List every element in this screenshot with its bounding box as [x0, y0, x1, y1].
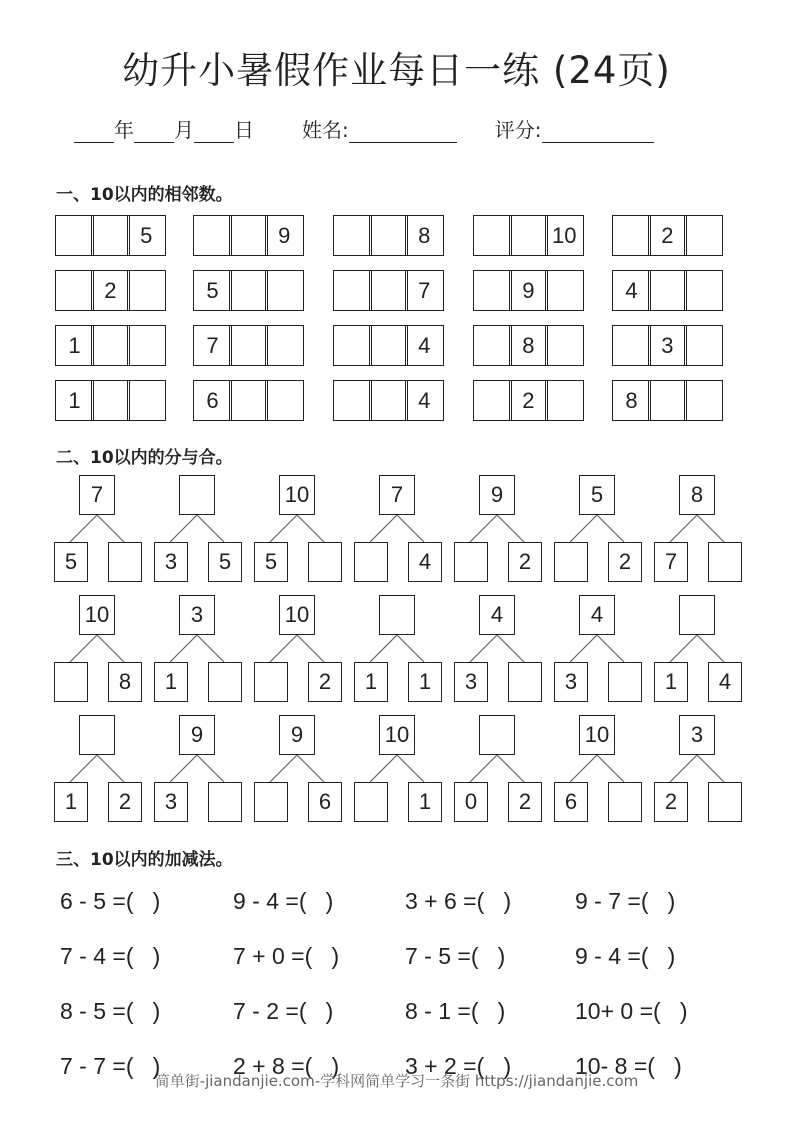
neighbor-number-cell[interactable] [333, 380, 372, 421]
neighbor-number-cell[interactable] [333, 215, 372, 256]
tree-branch-line [97, 515, 124, 542]
tree-branch-line [270, 635, 297, 662]
tree-branch-line [697, 755, 724, 782]
neighbor-number-cell[interactable] [91, 380, 130, 421]
neighbor-number-cell[interactable]: 2 [648, 215, 687, 256]
tree-branch-line [670, 515, 697, 542]
tree-branch-line [697, 515, 724, 542]
tree-branch-line [170, 635, 197, 662]
tree-right-box[interactable]: 2 [508, 782, 542, 822]
section2-heading: 二、10以内的分与合。 [56, 448, 233, 468]
neighbor-number-cell[interactable]: 7 [193, 325, 232, 366]
tree-left-box[interactable]: 7 [654, 542, 688, 582]
neighbor-number-cell[interactable]: 9 [509, 270, 548, 311]
neighbor-number-cell[interactable] [648, 270, 687, 311]
tree-branch-line [70, 515, 97, 542]
neighbor-number-cell[interactable] [265, 270, 304, 311]
tree-left-box[interactable] [354, 542, 388, 582]
tree-branch-line [697, 635, 724, 662]
tree-top-box[interactable]: 3 [179, 595, 215, 635]
tree-branch-line [470, 635, 497, 662]
neighbor-number-cell[interactable] [127, 380, 166, 421]
tree-branch-line [370, 515, 397, 542]
neighbor-number-cell[interactable] [91, 325, 130, 366]
tree-branch-line [597, 515, 624, 542]
tree-top-box[interactable]: 10 [279, 595, 315, 635]
tree-left-box[interactable]: 3 [154, 782, 188, 822]
tree-branch-line [270, 515, 297, 542]
neighbor-number-cell[interactable] [648, 380, 687, 421]
tree-right-box[interactable]: 2 [608, 542, 642, 582]
neighbor-number-cell[interactable]: 8 [405, 215, 444, 256]
neighbor-number-cell[interactable]: 9 [265, 215, 304, 256]
neighbor-number-cell[interactable] [684, 325, 723, 366]
tree-branch-line [197, 755, 224, 782]
tree-left-box[interactable]: 5 [54, 542, 88, 582]
neighbor-number-cell[interactable]: 1 [55, 325, 94, 366]
tree-branch-line [570, 755, 597, 782]
tree-right-box[interactable] [308, 542, 342, 582]
neighbor-number-cell[interactable]: 3 [648, 325, 687, 366]
neighbor-number-cell[interactable] [473, 270, 512, 311]
neighbor-number-cell[interactable] [545, 325, 584, 366]
neighbor-number-cell[interactable]: 4 [405, 380, 444, 421]
tree-branch-line [270, 755, 297, 782]
equation[interactable]: 7 - 7 =( ) [60, 1053, 161, 1079]
tree-branch-line [570, 635, 597, 662]
tree-left-box[interactable] [354, 782, 388, 822]
equation[interactable]: 6 - 5 =( ) [60, 888, 161, 914]
equation[interactable]: 7 - 4 =( ) [60, 943, 161, 969]
neighbor-number-cell[interactable]: 6 [193, 380, 232, 421]
tree-left-box[interactable]: 0 [454, 782, 488, 822]
tree-right-box[interactable] [608, 782, 642, 822]
tree-branch-line [597, 635, 624, 662]
neighbor-number-cell[interactable] [333, 325, 372, 366]
tree-right-box[interactable]: 1 [408, 662, 442, 702]
tree-left-box[interactable]: 1 [354, 662, 388, 702]
score-label: 评分: [494, 118, 542, 142]
tree-top-box[interactable]: 10 [579, 715, 615, 755]
year-label: 年 [114, 118, 134, 142]
tree-top-box[interactable]: 4 [579, 595, 615, 635]
neighbor-number-cell[interactable] [473, 325, 512, 366]
tree-branch-line [497, 635, 524, 662]
neighbor-number-cell[interactable] [369, 325, 408, 366]
equation[interactable]: 8 - 1 =( ) [405, 998, 506, 1024]
tree-branch-line [97, 755, 124, 782]
tree-branch-line [70, 755, 97, 782]
tree-right-box[interactable]: 5 [208, 542, 242, 582]
neighbor-number-cell[interactable] [612, 325, 651, 366]
neighbor-number-cell[interactable] [684, 380, 723, 421]
tree-branch-line [670, 755, 697, 782]
neighbor-number-cell[interactable]: 5 [193, 270, 232, 311]
equation[interactable]: 2 + 8 =( ) [233, 1053, 340, 1079]
neighbor-number-cell[interactable]: 4 [405, 325, 444, 366]
tree-right-box[interactable]: 2 [108, 782, 142, 822]
tree-branch-line [170, 755, 197, 782]
tree-top-box[interactable] [379, 595, 415, 635]
tree-top-box[interactable]: 9 [179, 715, 215, 755]
tree-right-box[interactable]: 4 [708, 662, 742, 702]
tree-branch-line [570, 515, 597, 542]
name-label: 姓名: [302, 118, 349, 142]
tree-left-box[interactable] [554, 542, 588, 582]
neighbor-number-cell[interactable] [369, 270, 408, 311]
equation[interactable]: 7 - 2 =( ) [233, 998, 334, 1024]
neighbor-number-cell[interactable] [333, 270, 372, 311]
neighbor-number-cell[interactable]: 4 [612, 270, 651, 311]
tree-branch-line [197, 515, 224, 542]
equation[interactable]: 9 - 7 =( ) [575, 888, 676, 914]
neighbor-number-cell[interactable]: 8 [509, 325, 548, 366]
tree-left-box[interactable]: 5 [254, 542, 288, 582]
neighbor-number-cell[interactable]: 5 [127, 215, 166, 256]
neighbor-number-cell[interactable] [509, 215, 548, 256]
tree-left-box[interactable]: 2 [654, 782, 688, 822]
tree-branch-line [397, 515, 424, 542]
tree-branch-line [170, 515, 197, 542]
tree-branch-line [397, 635, 424, 662]
tree-left-box[interactable]: 3 [554, 662, 588, 702]
tree-top-box[interactable]: 4 [479, 595, 515, 635]
neighbor-number-cell[interactable]: 10 [545, 215, 584, 256]
tree-top-box[interactable]: 10 [279, 475, 315, 515]
neighbor-number-cell[interactable] [55, 215, 94, 256]
tree-top-box[interactable] [79, 715, 115, 755]
neighbor-number-cell[interactable] [473, 215, 512, 256]
tree-right-box[interactable] [208, 662, 242, 702]
day-label: 日 [234, 118, 254, 142]
watermark: 简单街-jiandanjie.com-学科网简单学习一条街 https://jiandanjie.com [154, 1072, 639, 1090]
tree-right-box[interactable]: 1 [408, 782, 442, 822]
tree-right-box[interactable]: 4 [408, 542, 442, 582]
tree-left-box[interactable]: 3 [454, 662, 488, 702]
tree-branch-line [497, 755, 524, 782]
tree-branch-line [370, 755, 397, 782]
tree-branch-line [597, 755, 624, 782]
neighbor-number-cell[interactable]: 2 [91, 270, 130, 311]
equation[interactable]: 7 - 5 =( ) [405, 943, 506, 969]
tree-top-box[interactable]: 7 [379, 475, 415, 515]
tree-top-box[interactable]: 5 [579, 475, 615, 515]
equation[interactable]: 8 - 5 =( ) [60, 998, 161, 1024]
neighbor-number-cell[interactable] [545, 270, 584, 311]
tree-branch-line [297, 635, 324, 662]
tree-branch-line [670, 635, 697, 662]
tree-top-box[interactable] [479, 715, 515, 755]
neighbor-number-cell[interactable] [684, 270, 723, 311]
neighbor-number-cell[interactable] [229, 325, 268, 366]
equation[interactable]: 7 + 0 =( ) [233, 943, 340, 969]
equation[interactable]: 10- 8 =( ) [575, 1053, 682, 1079]
equation[interactable]: 9 - 4 =( ) [233, 888, 334, 914]
tree-top-box[interactable]: 8 [679, 475, 715, 515]
neighbor-number-cell[interactable] [229, 380, 268, 421]
tree-right-box[interactable]: 2 [308, 662, 342, 702]
tree-branch-line [370, 635, 397, 662]
neighbor-number-cell[interactable] [127, 270, 166, 311]
tree-top-box[interactable] [679, 595, 715, 635]
tree-top-box[interactable]: 9 [279, 715, 315, 755]
tree-branch-line [470, 755, 497, 782]
neighbor-number-cell[interactable] [612, 215, 651, 256]
tree-right-box[interactable] [608, 662, 642, 702]
tree-branch-line [97, 635, 124, 662]
tree-branch-line [397, 755, 424, 782]
neighbor-number-cell[interactable] [229, 270, 268, 311]
tree-right-box[interactable] [708, 782, 742, 822]
neighbor-number-cell[interactable] [369, 380, 408, 421]
tree-top-box[interactable]: 3 [679, 715, 715, 755]
tree-right-box[interactable]: 8 [108, 662, 142, 702]
equation[interactable]: 3 + 2 =( ) [405, 1053, 512, 1079]
neighbor-number-cell[interactable]: 1 [55, 380, 94, 421]
page-title: 幼升小暑假作业每日一练 (24页) [122, 49, 671, 92]
neighbor-number-cell[interactable] [265, 325, 304, 366]
tree-branch-line [297, 755, 324, 782]
tree-left-box[interactable]: 1 [654, 662, 688, 702]
neighbor-number-cell[interactable] [684, 215, 723, 256]
tree-left-box[interactable]: 6 [554, 782, 588, 822]
tree-right-box[interactable] [208, 782, 242, 822]
tree-right-box[interactable] [108, 542, 142, 582]
tree-left-box[interactable] [54, 662, 88, 702]
neighbor-number-cell[interactable]: 7 [405, 270, 444, 311]
tree-right-box[interactable] [508, 662, 542, 702]
tree-branch-line [470, 515, 497, 542]
section1-heading: 一、10以内的相邻数。 [56, 185, 233, 205]
tree-left-box[interactable] [254, 662, 288, 702]
tree-top-box[interactable]: 7 [79, 475, 115, 515]
tree-right-box[interactable] [708, 542, 742, 582]
tree-left-box[interactable]: 3 [154, 542, 188, 582]
neighbor-number-cell[interactable] [55, 270, 94, 311]
neighbor-number-cell[interactable] [193, 215, 232, 256]
month-label: 月 [174, 118, 194, 142]
neighbor-number-cell[interactable]: 2 [509, 380, 548, 421]
neighbor-number-cell[interactable] [91, 215, 130, 256]
tree-branch-line [197, 635, 224, 662]
section3-heading: 三、10以内的加减法。 [56, 850, 233, 870]
neighbor-number-cell[interactable] [545, 380, 584, 421]
equation[interactable]: 9 - 4 =( ) [575, 943, 676, 969]
neighbor-number-cell[interactable] [229, 215, 268, 256]
neighbor-number-cell[interactable] [473, 380, 512, 421]
neighbor-number-cell[interactable] [369, 215, 408, 256]
tree-right-box[interactable]: 2 [508, 542, 542, 582]
tree-top-box[interactable]: 10 [79, 595, 115, 635]
tree-right-box[interactable]: 6 [308, 782, 342, 822]
tree-top-box[interactable]: 10 [379, 715, 415, 755]
tree-branch-line [297, 515, 324, 542]
tree-top-box[interactable] [179, 475, 215, 515]
tree-branch-line [70, 635, 97, 662]
neighbor-number-cell[interactable]: 8 [612, 380, 651, 421]
tree-left-box[interactable]: 1 [154, 662, 188, 702]
equation[interactable]: 3 + 6 =( ) [405, 888, 512, 914]
equation[interactable]: 10+ 0 =( ) [575, 998, 688, 1024]
neighbor-number-cell[interactable] [265, 380, 304, 421]
neighbor-number-cell[interactable] [127, 325, 166, 366]
tree-left-box[interactable] [454, 542, 488, 582]
tree-left-box[interactable]: 1 [54, 782, 88, 822]
tree-left-box[interactable] [254, 782, 288, 822]
tree-top-box[interactable]: 9 [479, 475, 515, 515]
tree-branch-line [497, 515, 524, 542]
